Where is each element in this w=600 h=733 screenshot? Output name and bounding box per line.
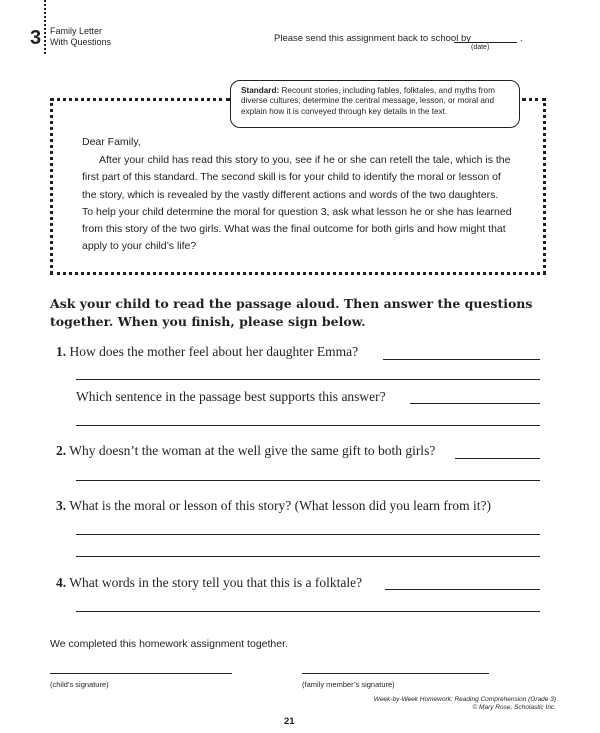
- instructions: Ask your child to read the passage aloud. Then answer the questions together. When you finish, please sign below.: [50, 296, 533, 329]
- question-2: [56, 443, 435, 459]
- send-note-period: .: [520, 33, 523, 44]
- answer-line-4a[interactable]: [385, 589, 540, 590]
- date-label: (date): [471, 44, 490, 51]
- answer-line-3a[interactable]: [76, 534, 540, 535]
- question-3-number: 3.: [56, 498, 67, 513]
- question-4: [56, 575, 362, 591]
- unit-title: [50, 26, 170, 48]
- header-divider: [44, 0, 46, 54]
- question-1-followup: Which sentence in the passage best supports this answer?: [76, 389, 386, 404]
- letter-frame-bottom: [50, 272, 546, 275]
- answer-line-1c[interactable]: [410, 403, 540, 404]
- answer-line-2a[interactable]: [455, 458, 540, 459]
- credit-line-1: Week-by-Week Homework: Reading Comprehension (Grade 3): [373, 696, 556, 703]
- question-3: [56, 498, 491, 514]
- standard-label: Standard:: [241, 86, 280, 95]
- answer-line-2b[interactable]: [76, 480, 540, 481]
- letter-frame-top-left: [50, 98, 230, 101]
- unit-title-line-1: Family Letter: [50, 26, 103, 36]
- answer-line-3b[interactable]: [76, 556, 540, 557]
- completed-statement: We completed this homework assignment together.: [50, 638, 288, 650]
- send-back-note: Please send this assignment back to school by: [274, 33, 471, 44]
- child-signature-line[interactable]: [50, 673, 232, 674]
- answer-line-1a[interactable]: [383, 359, 540, 360]
- question-3-text: What is the moral or lesson of this story? (What lesson did you learn from it?): [69, 498, 492, 513]
- question-2-text: Why doesn’t the woman at the well give the same gift to both girls?: [69, 443, 436, 458]
- letter-frame-left: [50, 98, 53, 274]
- family-signature-label: (family member’s signature): [302, 680, 395, 689]
- standard-text: Recount stories, including fables, folktales, and myths from diverse cultures; determine the central message, lesson, or moral and explain how it is conveyed through key details in the text.: [241, 86, 495, 116]
- letter-body: After your child has read this story to you, see if he or she can retell the tale, which is the first part of this standard. The second skill is for your child to identify the moral or lesson of the story, which is revealed by the vastly different actions and words of the two daughters. To help your child determine the moral for question 3, ask what lesson he or she has learned from this story of the two girls. What was the final outcome for both girls and how might that apply to your child’s life?: [82, 154, 512, 253]
- copyright-credit: [356, 696, 556, 712]
- question-1-text: How does the mother feel about her daughter Emma?: [69, 344, 359, 359]
- standard-box: [230, 80, 520, 128]
- question-4-number: 4.: [56, 575, 67, 590]
- answer-line-1d[interactable]: [76, 425, 540, 426]
- credit-line-2: © Mary Rose, Scholastic Inc.: [472, 704, 556, 711]
- question-4-text: What words in the story tell you that this is a folktale?: [69, 575, 363, 590]
- unit-number: 3: [30, 27, 42, 49]
- letter-greeting: Dear Family,: [82, 136, 141, 148]
- answer-line-4b[interactable]: [76, 611, 540, 612]
- question-1-number: 1.: [56, 344, 67, 359]
- letter-frame-right: [543, 98, 546, 274]
- question-2-number: 2.: [56, 443, 67, 458]
- family-signature-line[interactable]: [302, 673, 489, 674]
- return-date-field[interactable]: [454, 42, 517, 43]
- child-signature-label: (child’s signature): [50, 680, 109, 689]
- answer-line-1b[interactable]: [76, 379, 540, 380]
- question-1: [56, 344, 358, 360]
- page-number: 21: [284, 716, 295, 727]
- unit-title-line-2: With Questions: [50, 37, 112, 47]
